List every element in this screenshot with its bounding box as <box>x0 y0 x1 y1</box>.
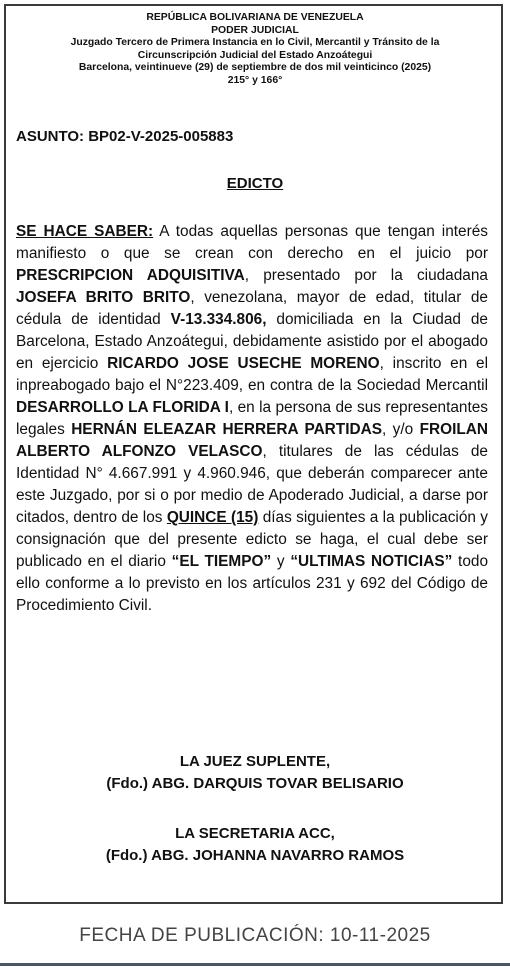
secretary-title: LA SECRETARIA ACC, <box>175 825 335 842</box>
case-number: ASUNTO: BP02-V-2025-005883 <box>16 128 234 145</box>
body-text: A todas aquellas personas que tengan interés manifiesto o que se crean con derecho en el juicio por <box>16 223 488 262</box>
publication-date: FECHA DE PUBLICACIÓN: 10-11-2025 <box>79 925 431 946</box>
body-text: , titulares de las cédulas de Identidad N° 4.667.991 y 4.960.946, que deberán comparecer ante este Juzgado, por si o por medio de Apoderado Judicial, a darse por citados, dentro de los <box>16 443 488 526</box>
body-text: y <box>271 553 291 570</box>
body-bold: JOSEFA BRITO BRITO <box>16 289 191 306</box>
body-bold: “EL TIEMPO” <box>171 553 272 570</box>
judge-name: (Fdo.) ABG. DARQUIS TOVAR BELISARIO <box>106 775 404 792</box>
header-line-date: Barcelona, veintinueve (29) de septiembre de dos mil veinticinco (2025) <box>78 62 432 73</box>
secretary-signature <box>0 823 510 867</box>
body-text: todo ello conforme a lo previsto en los artículos 231 y 692 del Código de Procedimiento Civil. <box>16 553 488 614</box>
body-bold: “ULTIMAS NOTICIAS” <box>290 553 453 570</box>
body-bold-underlined: QUINCE (15) <box>166 509 259 526</box>
judge-signature <box>0 751 510 795</box>
body-bold: RICARDO JOSE USECHE MORENO <box>107 355 380 372</box>
footer-rule <box>0 963 510 966</box>
body-bold: DESARROLLO LA FLORIDA I <box>16 399 229 416</box>
court-header <box>0 12 510 87</box>
body-text: , inscrito en el inpreabogado bajo el N°223.409, en contra de la Sociedad Mercantil <box>16 355 489 394</box>
body-text: domiciliada en la Ciudad de Barcelona, Estado Anzoátegui, debidamente asistido por el abogado en ejercicio <box>16 311 488 372</box>
body-bold: PRESCRIPCION ADQUISITIVA <box>16 267 245 284</box>
body-text: , en la persona de sus representantes legales <box>16 399 489 438</box>
document-title: EDICTO <box>226 175 284 192</box>
body-bold: HERNÁN ELEAZAR HERRERA PARTIDAS <box>71 421 382 438</box>
body-text: , presentado por la ciudadana <box>244 267 488 284</box>
body-bold: V-13.334.806, <box>170 311 267 328</box>
header-line-circuit: Circunscripción Judicial del Estado Anzoátegui <box>137 49 373 61</box>
edict-body <box>16 221 488 617</box>
body-text: , y/o <box>381 421 420 438</box>
body-lead: SE HACE SABER: <box>16 223 154 240</box>
secretary-name: (Fdo.) ABG. JOHANNA NAVARRO RAMOS <box>105 847 405 864</box>
header-line-republic: REPÚBLICA BOLIVARIANA DE VENEZUELA <box>146 12 364 23</box>
header-line-court: Juzgado Tercero de Primera Instancia en lo Civil, Mercantil y Tránsito de la <box>70 37 440 48</box>
body-text: días siguientes a la publicación y consignación que del presente edicto se haga, el cual debe ser publicado en el diario <box>16 509 488 570</box>
header-line-years: 215° y 166° <box>227 74 283 86</box>
body-text: , venezolana, mayor de edad, titular de cédula de identidad <box>16 289 488 328</box>
header-line-judicial: PODER JUDICIAL <box>211 24 299 36</box>
body-bold: FROILAN ALBERTO ALFONZO VELASCO <box>16 421 489 460</box>
judge-title: LA JUEZ SUPLENTE, <box>179 753 331 770</box>
